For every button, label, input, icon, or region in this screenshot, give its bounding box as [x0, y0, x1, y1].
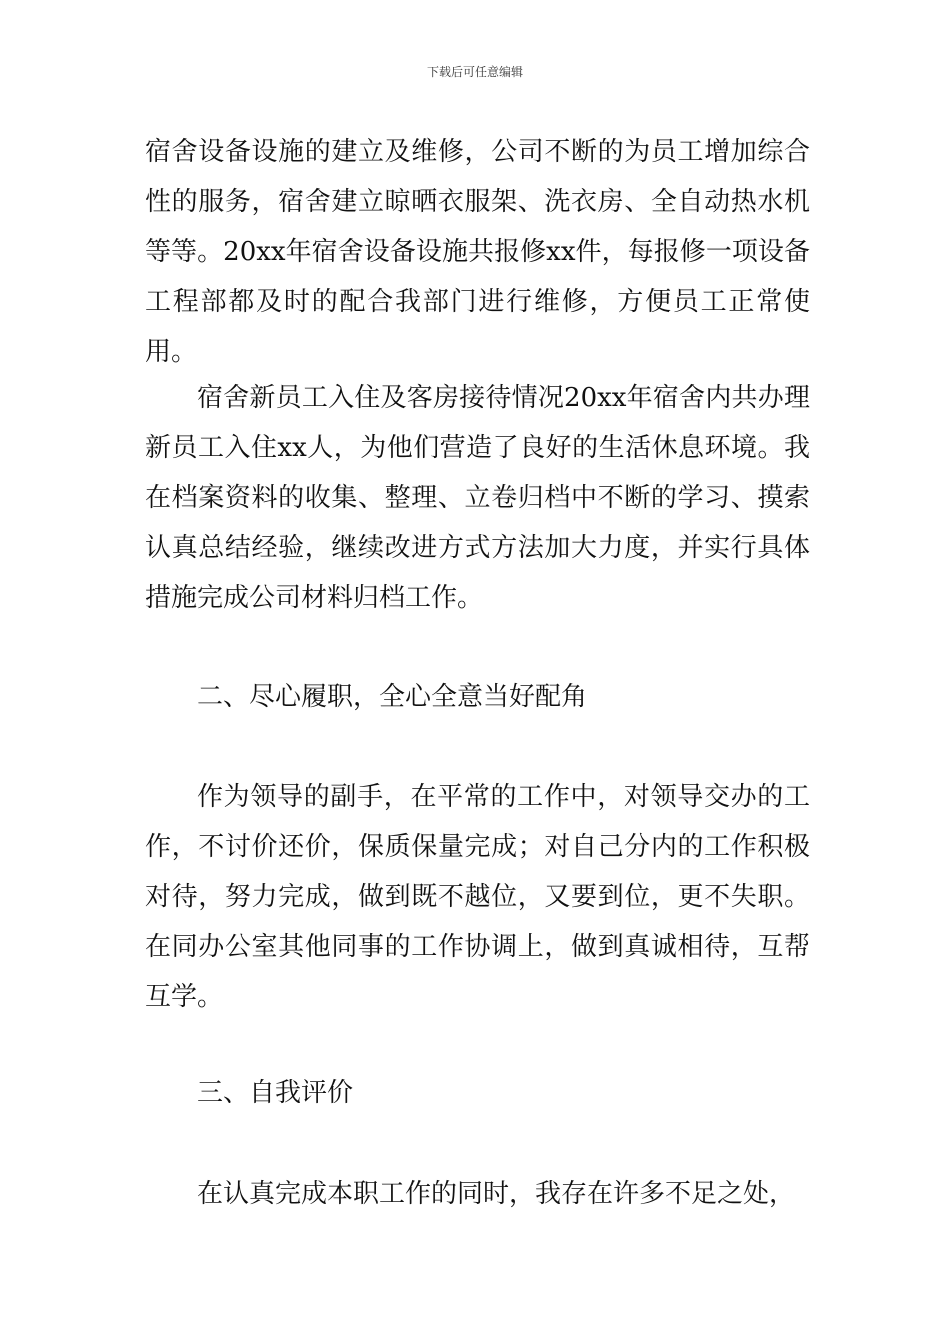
section-heading-two: 二、尽心履职，全心全意当好配角: [197, 682, 588, 712]
paragraph-self-evaluation: 在认真完成本职工作的同时，我存在许多不足之处，: [197, 1179, 796, 1209]
section-heading-three: 三、自我评价: [197, 1078, 354, 1108]
page-header: 下载后可任意编辑: [426, 65, 523, 79]
paragraph-new-employee-housing: 宿舍新员工入住及客房接待情况20xx年宿舍内共办理新员工入住xx人，为他们营造了良好的生活休息环境。我在档案资料的收集、整理、立卷归档中不断的学习、摸索认真总结经验，继续改进方式方法加大力度，并实行具体措施完成公司材料归档工作。: [145, 383, 810, 613]
paragraph-deputy-role: 作为领导的副手，在平常的工作中，对领导交办的工作，不讨价还价，保质保量完成；对自己分内的工作积极对待，努力完成，做到既不越位，又要到位，更不失职。在同办公室其他同事的工作协调上，做到真诚相待，互帮互学。: [145, 782, 810, 1012]
paragraph-dormitory-maintenance: 宿舍设备设施的建立及维修，公司不断的为员工增加综合性的服务，宿舍建立晾晒衣服架、洗衣房、全自动热水机等等。20xx年宿舍设备设施共报修xx件，每报修一项设备工程部都及时的配合我部门进行维修，方便员工正常使用。: [145, 137, 810, 367]
